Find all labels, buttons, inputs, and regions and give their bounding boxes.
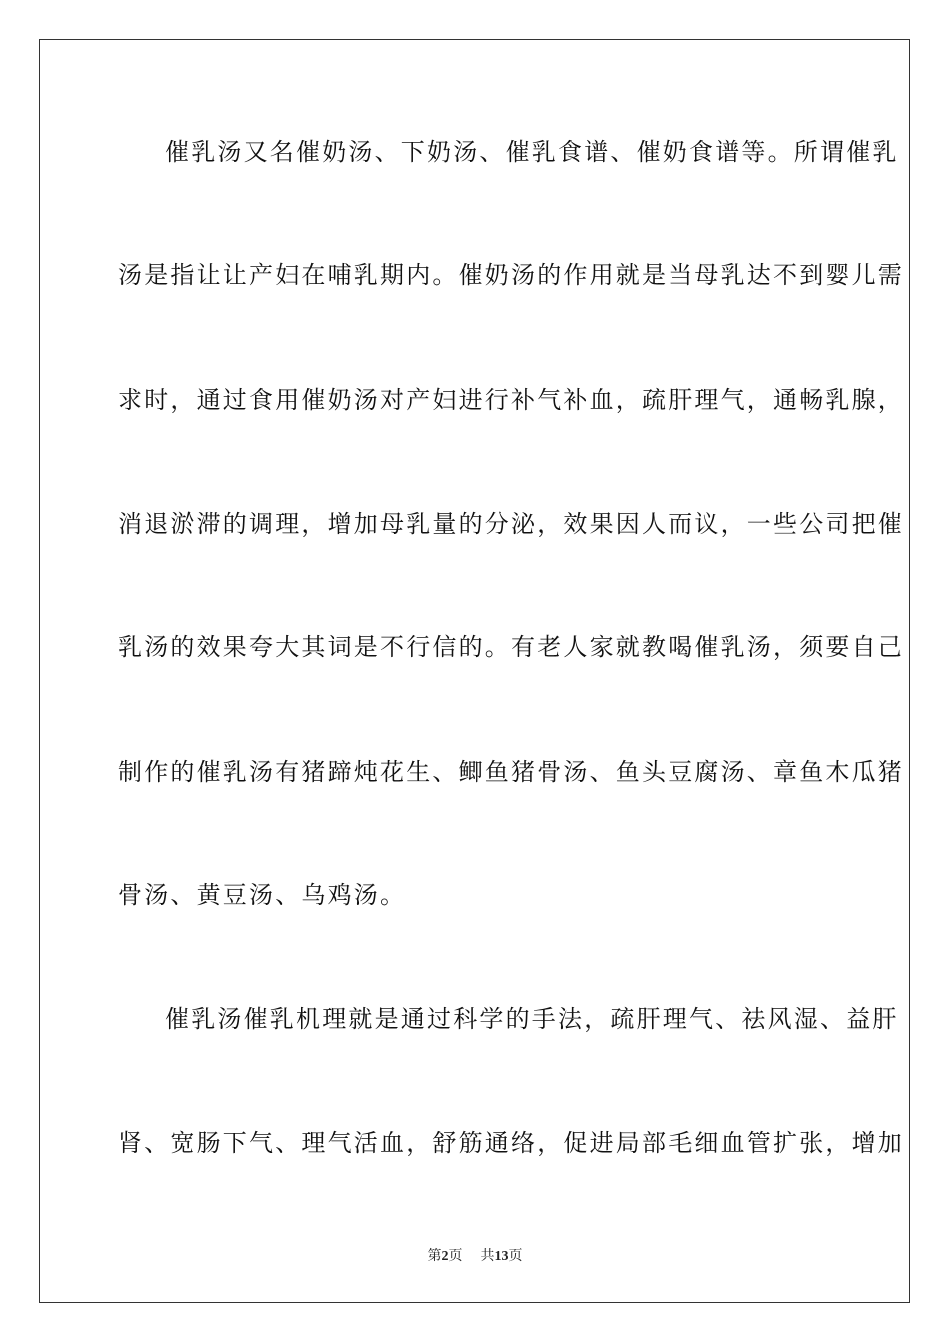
page-footer (0, 1248, 950, 1266)
total-page-count: 13 (494, 1249, 509, 1264)
page-prefix: 第 (427, 1249, 442, 1264)
paragraph-1-line-3: 求时，通过食用催奶汤对产妇进行补气补血，疏肝理气，通畅乳腺， (118, 386, 904, 414)
paragraph-1-line-1: 催乳汤又名催奶汤、下奶汤、催乳食谱、催奶食谱等。所谓催乳 (165, 138, 899, 166)
paragraph-2-line-2: 肾、宽肠下气、理气活血，舒筋通络，促进局部毛细血管扩张，增加 (118, 1129, 904, 1157)
page-border (39, 39, 910, 1303)
total-pages-label (481, 1248, 523, 1266)
current-page-number: 2 (441, 1249, 449, 1264)
paragraph-1-line-5: 乳汤的效果夸大其词是不行信的。有老人家就教喝催乳汤，须要自己 (118, 633, 904, 661)
paragraph-1-line-4: 消退淤滞的调理，增加母乳量的分泌，效果因人而议，一些公司把催 (118, 510, 904, 538)
page-suffix: 页 (448, 1249, 463, 1264)
paragraph-1-line-7: 骨汤、黄豆汤、乌鸡汤。 (118, 881, 407, 909)
total-prefix: 共 (480, 1249, 495, 1264)
total-suffix: 页 (508, 1249, 523, 1264)
paragraph-1-line-6: 制作的催乳汤有猪蹄炖花生、鲫鱼猪骨汤、鱼头豆腐汤、章鱼木瓜猪 (118, 758, 904, 786)
paragraph-2-line-1: 催乳汤催乳机理就是通过科学的手法，疏肝理气、祛风湿、益肝 (165, 1005, 899, 1033)
paragraph-1-line-2: 汤是指让让产妇在哺乳期内。催奶汤的作用就是当母乳达不到婴儿需 (118, 261, 904, 289)
page-number-label (428, 1248, 463, 1266)
